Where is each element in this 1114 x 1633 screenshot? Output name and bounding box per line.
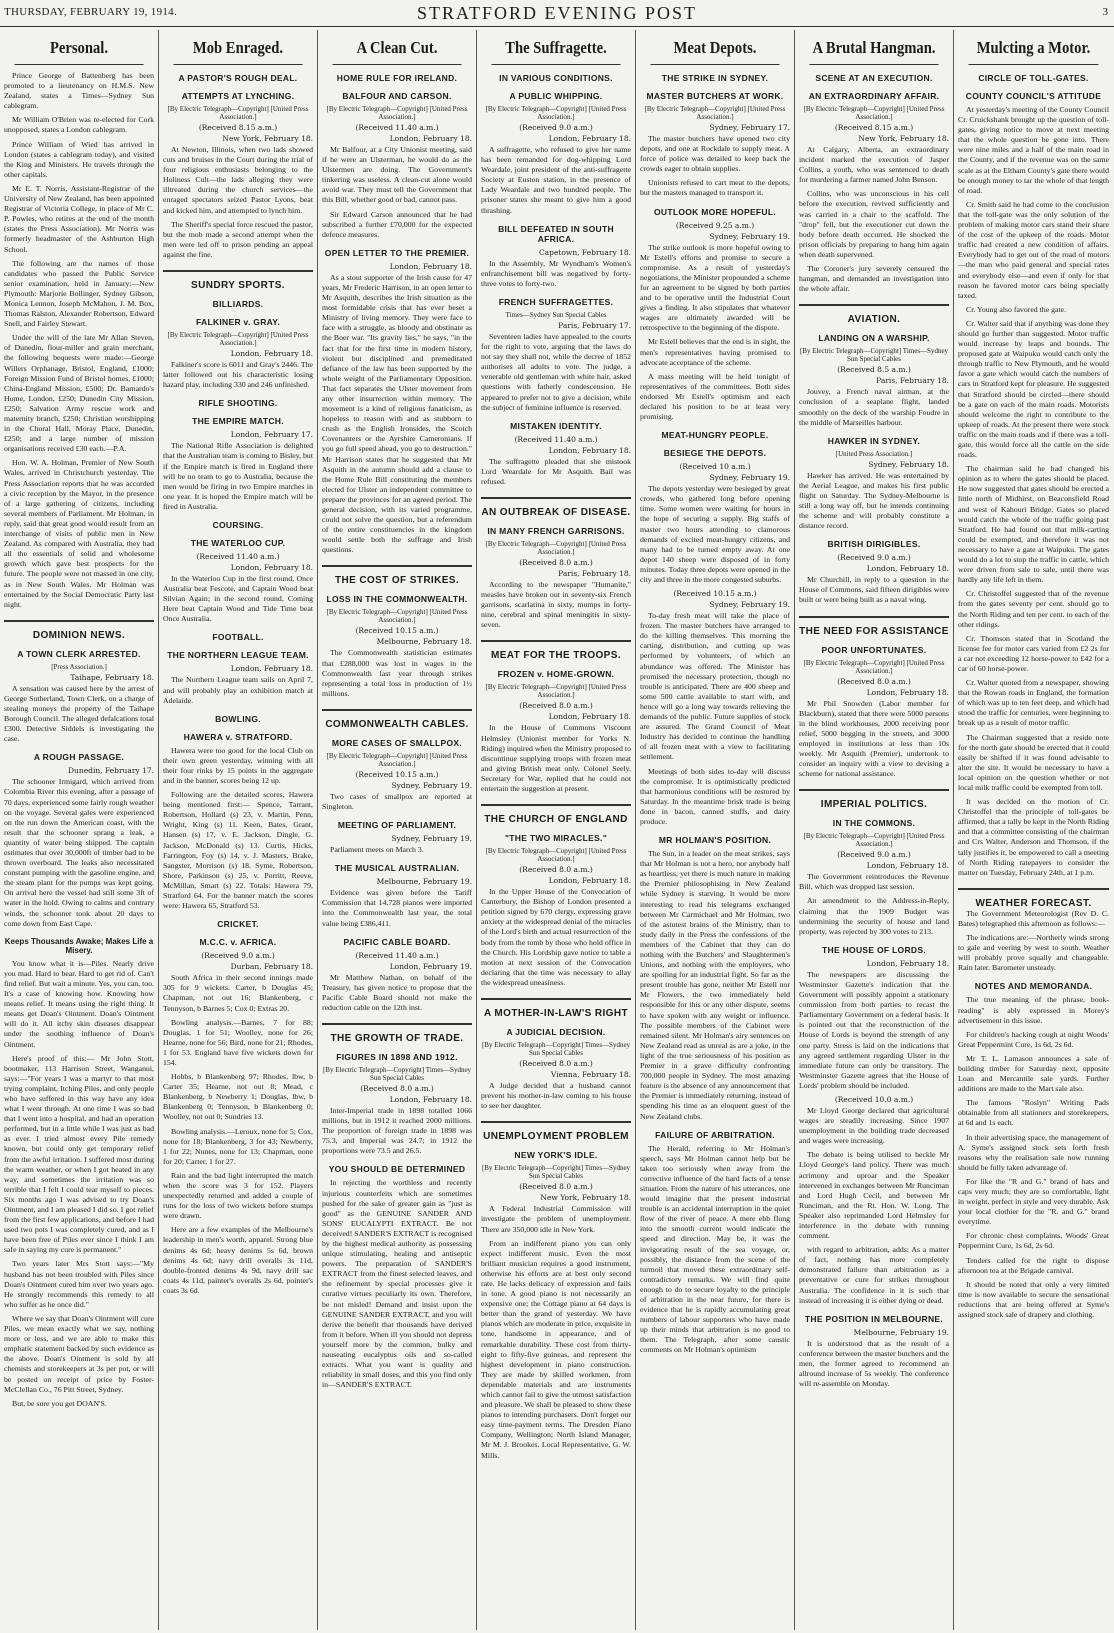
subheading: MISTAKEN IDENTITY. [510, 420, 602, 431]
article-paragraph: The master butchers have opened two city depots, and one at Rockdale to supply meat. A force of police was detailed to keep back the crowds eager to obtain supplies. [640, 134, 790, 174]
article-paragraph: Inter-Imperial trade in 1898 totalled 1066 millions, but in 1912 it reached 2000 millions. The proportion of foreign trade in 1898 was 75.3, and Imperial was 24.7; in 1912 the proportions were 73.5 and 26.5. [322, 1105, 472, 1156]
subheading: POOR UNFORTUNATES. [821, 644, 927, 655]
article-paragraph: The Government reintroduces the Revenue Bill, which was dropped last session. [799, 872, 949, 892]
article-paragraph: In the Assembly, Mr Wyndham's Women's enfranchisement bill was negatived by forty-three votes to forty-two. [481, 258, 631, 288]
article-paragraph: Hawera were too good for the local Club on their own green yesterday, winning with all their four rinks by 15 points in the aggregate and in the banner, scores being 12 up. [163, 745, 313, 785]
article-paragraph: As a stout supporter of the Irish cause for 47 years, Mr Frederic Harrison, in an open letter to Mr Asquith, describes the Irish situation as the most formidable crisis that has ever beset a Ministry of living memory. They were face to face with a struggle, as bloody and obstinate as the Boer war. "Its gravity lies," he says, "in the fact that for the first time in modern history, violent but disciplined and premeditated defiance of the law has been supported by the whole weight of the Parliamentary Opposition. That fact separates the Ulster movement from any other insurrection within memory. The movement is a kind of religious fanaticism, as hopeless to reason with and as stubborn to crush as the English Ironsides, the Scotch Covenanters or the Ayrshire Cameronians. If you go full speed ahead, you go to destruction." Mr Harrison states that he suggested that Mr Asquith in the autumn should add a clause to the Home Rule Bill constituting the members elected for Ulster an independent committee to prepare the provinces for an agreed period. The general decision, with its varied programme, could not solve the question, but a referendum of the entire constituencies in the kingdom would settle both the suffrage and Irish questions. [322, 272, 472, 555]
section-heading: THE CHURCH OF ENGLAND [481, 804, 631, 825]
article-paragraph: Cr. Smith said he had come to the conclusion that the toll-gate was the only solution of the problem of making motor cars stand their share of the cost of the upkeep of the roads. Motor traffic had created a new condition of affairs. Everybody had to get out of the road of motors—the man who paid general and special rates and everybody else—and even if only for that reason he favored motor cars being specially taxed. [958, 199, 1109, 300]
subheading: BRITISH DIRIGIBLES. [827, 539, 921, 550]
column-headline: Mob Enraged. [174, 30, 303, 65]
wire-credit: [By Electric Telegraph—Copyright] [United Press Association.] [803, 658, 945, 675]
wire-credit: [By Electric Telegraph—Copyright] Times—Sydney Sun Special Cables [322, 1065, 472, 1082]
column-3 [318, 30, 477, 1630]
subheading: MASTER BUTCHERS AT WORK. [646, 91, 784, 101]
received-time: (Received 9.0 a.m.) [837, 553, 911, 563]
article-paragraph: Cr. Walter quoted from a newspaper, showing that the Rowan roads in England, the formation of which was up to ten feet deep, and which had stood the traffic for centuries, were beginning to break up as a result of motor traffic. [958, 678, 1109, 728]
dateline: London, February 18. [548, 134, 631, 143]
dateline: Melbourne, February 19. [376, 877, 472, 887]
subheading: THE HOUSE OF LORDS. [822, 944, 926, 955]
subheading: FRENCH SUFFRAGETTES. [498, 296, 614, 307]
subheading: BILL DEFEATED IN SOUTH AFRICA. [498, 223, 614, 244]
subheading: MEAT-HUNGRY PEOPLE. [661, 430, 769, 441]
received-time: (Received 8.0 a.m.) [519, 701, 593, 711]
subheading: FROZEN v. HOME-GROWN. [497, 669, 615, 680]
wire-credit: [By Electric Telegraph—Copyright] [United Press Association.] [485, 683, 627, 700]
article-paragraph: From an indifferent piano you can only expect indifferent music. Even the most brilliant musician requires a good instrument, otherwise his efforts are at best only second rate. He lacks delicacy of expression and fails in tone. A good piano is not necessarily an expensive one; the Cottage piano at 64 days is better than the grand of yesterday. We have pianos which are moderate in price, exquisite in tone, handsome in appearance, and of remarkable durability. These cost from thirty-eight to fifty-five guineas, and represent the highest development in piano construction. They are made by skilled workmen, from dependable materials and are instruments which cannot fail to give the utmost satisfaction and pleasure. We shall be pleased to show these pianos to intending purchasers. Don't forget our easy time-payment terms. The Dresden Piano Company, Wellington; North Island Manager, Mr M. J. Brookes. Local Representative, G. W. Mills. [481, 1238, 631, 1460]
subheading: NEW YORK'S IDLE. [514, 1150, 598, 1161]
article-paragraph: with regard to arbitration, adds: As a matter of fact, nothing has more completely demonstrated failure than arbitration as a preventative or cure for strikes throughout Australia. The confidence in it is such that instead of increasing it is either dying or dead. [799, 1245, 949, 1305]
article-paragraph: In their advertising space, the management of A. Syme's assigned stock sets forth fresh reasons why the realisation sale now running should be fully taken advantage of. [958, 1132, 1109, 1172]
subheading: HOME RULE FOR IRELAND. [336, 73, 458, 83]
article-paragraph: The true meaning of the phrase, book-reading" is ably expressed in Morey's advertisement in this issue. [958, 995, 1109, 1025]
article-paragraph: Cr. Walter said that if anything was done they should go further than suggested. Motor traffic would increase by leaps and bounds. The proposed gate at Waipuku would catch only the through traffic to New Plymouth, and he would favor a gate which would catch the numbers of cars in Stratford kept for pleasure. He suggested that Stratford should be circled—there should be a gate on each of the main roads. Motorists should welcome the right to contribute to the upkeep of roads. At the present there were stock traffic on the main roads and if there was a toll-gate, this would force all the cattle on the side roads. [958, 318, 1109, 460]
subheading: A TOWN CLERK ARRESTED. [17, 648, 141, 659]
dateline: London, February 18. [548, 712, 631, 722]
article-paragraph: The famous "Roslyn" Writing Pads obtainable from all stationers and storekeepers, at 6d and 1s each. [958, 1098, 1109, 1128]
section-heading: A MOTHER-IN-LAW'S RIGHT [481, 998, 631, 1019]
subheading: LANDING ON A WARSHIP. [818, 333, 930, 344]
article-paragraph: For children's hacking cough at night Woods' Great Peppermint Cure, 1s 6d, 2s 6d. [958, 1029, 1109, 1049]
dateline: Durban, February 18. [230, 962, 313, 972]
article-paragraph: The indications are:—Northerly winds strong to gale and veering by west to south. Weather will probably prove squally and changeable. Rain later. Barometer unsteady. [958, 933, 1109, 973]
dateline: Sydney, February 17. [709, 123, 790, 132]
article-paragraph: Here's proof of this:— Mr John Stott, bootmaker, 113 Harrison Street, Wanganui, says:—"For years I was a martyr to that most trying complaint, Itching Piles, and only people who have suffered in this way have any idea what I went through. At one time I was so bad that I went into a hospital, and had an operation performed, but in a little while I was just as bad as ever. I tried almost every Pile remedy known, but could only get temporary relief from the awful irritation. I suffered most during the warm weather, or when I got heated in any way, and sometimes the irritation was so terrible that I felt I could tear myself to pieces. Six months ago I was advised to try Doan's Ointment, and I am pleased I did so. I got relief from the first few applications, and before I had used two pots I was completely cured, and as I have been free of Piles ever since I think I am safe in saying my cure is permanent." [4, 1053, 154, 1255]
dateline: Paris, February 18. [558, 568, 631, 578]
dateline: London, February 18. [230, 664, 313, 674]
dateline: London, February 18. [866, 564, 949, 574]
dateline: Sydney, February 19. [709, 473, 790, 483]
dateline: Sydney, February 19. [391, 834, 472, 844]
dateline: London, February 18. [866, 958, 949, 968]
subheading: FALKINER v. GRAY. [196, 317, 280, 328]
subheading: MR HOLMAN'S POSITION. [658, 835, 772, 846]
article-paragraph: Prince William of Wied has arrived in London (states a cablegram today), and visited the King and Ministers. He travels through the other capitals. [4, 139, 154, 179]
article-paragraph: An amendment to the Address-in-Reply, claiming that the 1909 Budget was undermining the security of house and land property, was rejected by 300 votes to 213. [799, 896, 949, 936]
subheading: NOTES AND MEMORANDA. [974, 981, 1093, 992]
received-time: (Received 8.0 a.m.) [519, 1182, 593, 1192]
article-paragraph: The Coroner's jury severely censured the hangman, and demanded an investigation into the whole affair. [799, 264, 949, 294]
dateline: London, February 18. [389, 261, 472, 271]
article-paragraph: The chairman said he had changed his opinion as to where the gates should be placed. He now suggested that gates should be erected a little north of Midhirst, on Beaconsfield Road and west of Kahouri Bridge. Gates so placed would catch the whole of the traffic going past Stratford. He had found out that milk-carting could be exempted, and therefore it was not necessary to have a gate at Waipuku. The gates would do a lot to stop the traffic in cattle, which were driven from sale to sale, until there was hardly any life left in them. [958, 464, 1109, 585]
article-paragraph: Rain and the bad light interrupted the match when the score was 3 for 152. Players unexpectedly returned and added a couple of runs for the loss of two wickets before stumps were drawn. [163, 1170, 313, 1221]
dateline: Melbourne, February 19. [853, 1327, 949, 1337]
column-1 [0, 30, 159, 1630]
subheading: LOSS IN THE COMMONWEALTH. [326, 594, 468, 605]
article-paragraph: Mr Lloyd George declared that agricultural wages are steadily increasing. Since 1907 unemployment in the building trade decreased and wages were increasing. [799, 1105, 949, 1146]
subheading: CRICKET. [217, 919, 259, 930]
received-time: (Received 8.0 a.m.) [519, 1059, 593, 1069]
article-paragraph: It should be noted that only a very limited time is now available to secure the sensational reductions that are being offered at Syme's assigned stock sale of drapery and clothing. [958, 1279, 1109, 1320]
wire-credit: [By Electric Telegraph—Copyright] [United Press Association.] [485, 105, 627, 121]
wire-credit: [By Electric Telegraph—Copyright] [United Press Association.] [803, 832, 945, 849]
column-6 [795, 30, 954, 1630]
article-paragraph: To-day fresh meat will take the place of frozen. The master butchers have arranged to do the killing themselves. This morning the carting, distribution, and cutting up was performed by volunteers, of which an abundance was offered. The Minister has promised the necessary protection, though no trouble is anticipated. There are 400 sheep and some 500 cattle available to start with, and hence will go a long way towards relieving the demands of the public. Future supplies of stock are assured. The Grand Council of Meat Industry has decided to continue the handling of all frozen meat with a view to facilitating settlement. [640, 611, 790, 762]
subheading: OPEN LETTER TO THE PREMIER. [324, 247, 470, 258]
section-heading: COMMONWEALTH CABLES. [322, 709, 472, 730]
section-heading: MEAT FOR THE TROOPS. [481, 640, 631, 661]
received-time: (Received 9.0 a.m.) [837, 850, 911, 860]
wire-credit: [By Electric Telegraph—Copyright] Times—Sydney Sun Special Cables [481, 1164, 631, 1181]
article-paragraph: At Calgary, Alberta, an extraordinary incident marked the execution of Jasper Collins, a youth, who was sentenced to death for murdering a farmer named John Benson. [799, 145, 949, 185]
column-headline: A Brutal Hangman. [810, 30, 939, 65]
received-time: (Received 9.25 a.m.) [675, 220, 755, 230]
column-5 [636, 30, 795, 1630]
received-time: (Received 10.0 a.m.) [834, 1094, 914, 1104]
column-headline: A Clean Cut. [333, 30, 462, 65]
article-paragraph: Bowling analysis.—Barnes, 7 for 88; Douglas, 1 for 51; Woolley, none for 26; Hearne, none for 56; Bird, none for 21; Rhodes, 1 for 53. England have five wickets down for 154. [163, 1017, 313, 1067]
article-paragraph: The Government Meteorologist (Rev D. C. Bates) telegraphed this afternoon as follows:— [958, 908, 1109, 928]
issue-date: THURSDAY, FEBRUARY 19, 1914. [4, 6, 178, 18]
article-paragraph: The suffragette pleaded that she mistook Lord Weardale for Mr Asquith. Bail was refused. [481, 456, 631, 486]
section-heading: AN OUTBREAK OF DISEASE. [481, 497, 631, 518]
section-heading: AVIATION. [799, 304, 949, 325]
article-paragraph: The newspapers are discussing the Westminster Gazette's indication that the Government will possibly appoint a stationary commission from both parties to recast the Parliamentary Government on a federal basis. It is pointed out that the reconstruction of the House of Lords is beyond the strength of any one party. Stress is laid on the indications that any agreed settlement regarding Ulster in the immediate future can only be transitory. The Westminster Gazette agrees that the House of Lords' problem should be included. [799, 969, 949, 1090]
wire-credit: [By Electric Telegraph—Copyright] [United Press Association.] [326, 608, 468, 625]
article-paragraph: Where we say that Doan's Ointment will cure Piles, we mean exactly what we say, nothing more or less, and we are able to make this emphatic statement backed by such evidence as the above. Doan's Ointment is sold by all chemists and storekeepers at 3s per pot, or will be posted on receipt of price by Foster-McClellan Co., 76 Pitt Street, Sydney. [4, 1313, 154, 1394]
subheading: RIFLE SHOOTING. [198, 398, 278, 409]
dateline: London, February 18. [230, 349, 313, 359]
article-paragraph: Cr. Christoffel suggested that of the revenue from the gates seventy per cent. should go to the North Riding and ten per cent. to each of the other ridings. [958, 589, 1109, 629]
article-paragraph: Seventeen ladies have appealed to the courts for the right to vote, arguing that the laws do not say they shall not, while the decree of 1852 authorises all adults to vote. The judge, a venerable old gentleman with white hair, asked questions with fatherly condescension. He appeared to prefer not to give a decision, while the subject of feminine influence is reserved. [481, 331, 631, 412]
article-paragraph: Mr William O'Brien was re-elected for Cork unopposed, states a London cablegram. [4, 115, 154, 135]
dateline: Sydney, February 19. [709, 231, 790, 241]
article-paragraph: Under the will of the late Mr Allan Steven, of Dunedin, flour-miller and grain merchant, the following bequests were made:—George Willers Orphanage, Bristol, England, £1000; Foreign Mission Fund of Bristol homes, £1000; China-England Mission, £500; Dr. Barnardo's Home, London, £250; Dunedin City Mission, £250; Salvation Army rescue work and maternity branch, £250; Christian worshipping in the Choral Hall, Moray Place, Dunedin, £250; and a large number of mission organisations received £30 each.—P.A. [4, 333, 154, 454]
article-paragraph: In the Waterloo Cup in the first round, Once Australia beat Fescote, and Captain Wood beat Silvian Again; in the second round, Coming Here beat Captain Wood and Tide Time beat Once Australia. [163, 573, 313, 624]
article-paragraph: Hobbs, b Blankenberg 97; Rhodes, lbw, b Carter 35; Hearne, not out 8; Mead, c Blankenberg, b Newberry 1; Douglas, lbw, b Blankenberg 0; Tennyson, b Blankenberg 0; Woolley, not out 0; Sundries 13. [163, 1072, 313, 1122]
dateline: New York, February 18. [540, 1193, 631, 1203]
article-paragraph: The following are the names of those candidates who passed the Public Service senior examination, held in January:—New Plymouth: Marjorie Bollinger, Sydney Gibson, Monica Lennon, Joseph McMahon, J. M. Box, Thomas Ralston, Alexander Robertson, Edward Snell, and Fairley Stewart. [4, 258, 154, 329]
subheading: COURSING. [212, 519, 264, 530]
subheading: MEETING OF PARLIAMENT. [337, 820, 457, 831]
article-paragraph: For chronic chest complaints, Woods' Great Peppermint Cure, 1s 6d, 2s 6d. [958, 1231, 1109, 1251]
article-paragraph: Mr T. L. Lamason announces a sale of building timber for Saturday next, opposite Loan and Mercantile sale yards. Further additions are made to the Mart sale also. [958, 1053, 1109, 1094]
received-time: (Received 11.40 a.m.) [196, 551, 280, 561]
article-paragraph: The strike outlook is more hopeful owing to Mr Estell's efforts and promise to secure a compromise. As a result of yesterday's negotiations, the Minister propounded a scheme for an agreement to be signed by both parties and to be operative until the Industrial Court gives a finding. It also stipulates that whatever wages are ultimately awarded will be retrospective to the beginning of the dispute. [640, 242, 790, 333]
dateline: London, February 18. [548, 876, 631, 886]
wire-credit: [By Electric Telegraph—Copyright] [United Press Association.] [485, 539, 627, 556]
article-paragraph: Mr Matthew Nathan, on behalf of the Treasury, has given notice to propose that the Pacific Cable Board should not make the reduction cable on the 12th inst. [322, 972, 472, 1012]
subheading: BALFOUR AND CARSON. [342, 91, 452, 101]
subheading: A JUDICIAL DECISION. [506, 1027, 606, 1038]
column-headline: Personal. [15, 30, 144, 65]
article-paragraph: It is understood that as the result of a conference between the master butchers and the men, the former agreed to recommend an allround increase of 5s weekly. The conference will re-assemble on Monday. [799, 1338, 949, 1389]
received-time: (Received 11.40 a.m.) [514, 434, 598, 444]
column-2 [159, 30, 318, 1630]
article-paragraph: A mass meeting will be held tonight of representatives of the committees. Both sides endorsed Mr Estell's optimism and each declared his position to be at least very promising. [640, 371, 790, 422]
article-paragraph: It was decided on the motion of Cr. Christoffel that the principle of toll-gates be affirmed, that a tally be kept in the North Riding and that a committee consisting of the chairman and Crs Walter, Anderson and Thomson, if the tally justifies it, be empowered to call a meeting of North Riding ratepayers to consider the matter on Tuesday, February 24th, at 1 p.m. [958, 797, 1109, 877]
article-paragraph: Falkiner's score is 6011 and Gray's 2446. The latter followed out his characteristic losing hazard play, including 330 and 246 unfinished. [163, 360, 313, 390]
subheading: THE POSITION IN MELBOURNE. [804, 1313, 944, 1324]
column-headline: The Suffragette. [492, 30, 621, 65]
article-paragraph: A suffragette, who refused to give her name has been remanded for dog-whipping Lord Weardale, joint president of the anti-suffragette Society at Euston station, in the presence of Lady Weardale and two hundred people. The prisoner states she meant to give him a good thrashing. [481, 145, 631, 215]
article-paragraph: The Chairman suggested that a reside note for the north gate should be erected that it could easily be shifted if it was found advisable to alter the site. It would be necessary to have a local opinion on the question whether or not local milk traffic could be exempted from toll. [958, 732, 1109, 792]
wire-credit: [By Electric Telegraph—Copyright] Times—Sydney Sun Special Cables [481, 1041, 631, 1058]
subheading: AN EXTRAORDINARY AFFAIR. [808, 91, 940, 101]
article-paragraph: Meetings of both sides to-day will discuss the compromise. It is optimistically predicted that harmonious conditions will be restored by Saturday. In the meantime brisk trade is being done in bacon, canned stuffs, and dairy produce. [640, 766, 790, 826]
wire-credit: Times—Sydney Sun Special Cables [505, 310, 607, 319]
section-heading: IMPERIAL POLITICS. [799, 789, 949, 810]
subheading: ATTEMPTS AT LYNCHING. [181, 91, 295, 101]
dateline: Melbourne, February 18. [376, 637, 472, 647]
article-paragraph: At yesterday's meeting of the County Council Cr. Cruickshank brought up the question of toll-gates, giving notice to move at next meeting that the whole question be gone into. There were nine miles and a half of the main road in the County, and if the revenue was on the same scale as at the Eltham County's gate there would be enough money to tar the whole of that length of road. [958, 105, 1109, 195]
article-paragraph: Hon. W. A. Holman, Premier of New South Wales, arrived in Christchurch yesterday. The Press Association reports that he was accorded a civic reception by the Mayor, in the presence of a large gathering of citizens, including several members of Parliament. Mr Holman, in reply, said that great good would result from an interchange of visits of public men in New Zealand. As compared with Australia, they had all the essentials of solid and wholesome growth which gave best prospects for the future. The people were not massed in one city, as in New South Wales. Mr Holman was entertained by the Social Democratic Party last night. [4, 458, 154, 609]
article-paragraph: For like the "R and G." brand of hats and caps very much; they are so comfortable, light in weight, perfect in style and very durable. Ask your local clothier for the "R. and G." brand everytime. [958, 1176, 1109, 1227]
dateline: Paris, February 18. [876, 376, 949, 386]
dateline: London, February 18. [389, 134, 472, 143]
article-paragraph: At Newton, Illinois, when two lads showed cuts and bruises in the Court during the trial of four religious enthusiasts belonging to the Holiness Cult—the lads alleging they were illtreated during the church services—the enraged spectators seized Pastor Lyons, beat and kicked him, and attempted to lynch him. [163, 145, 313, 215]
wire-credit: [By Electric Telegraph—Copyright] [United Press Association.] [326, 751, 468, 768]
article-paragraph: Mr Balfour, at a City Unionist meeting, said if he were an Ulsterman, he would do as the Ulstermen are doing. The Government's tinkering was useless. A clean-cut alone would avoid war. They must tell the Government that this Bill, whether good or bad, cannot pass. [322, 145, 472, 205]
article-paragraph: In rejecting the worthless and recently injurious counterfeits which are sometimes pushed for the sake of greater gain as "just as good" as the GENUINE SANDER AND SONS' EUCALYPTI EXTRACT. Be not deceived! SANDER'S EXTRACT is recognised by the highest medical authority as possessing unique stimulating, healing and antiseptic powers. The preparation of SANDER'S EXTRACT from the finest selected leaves, and the refinement by special processes give it curative virtues peculiarly its own. Therefore, be not misled! Demand and insist upon the GENUINE SANDER EXTRACT, and you will derive the benefit that thousands have derived from it before. When ill you should not depress yourself more by the common, bulky and nauseating eucalyptus oils and so-called extracts. What you want is quality and reliability in small doses, and this you find only in—SANDER'S EXTRACT. [322, 1178, 472, 1390]
received-time: (Received 8.0 a.m.) [360, 1083, 434, 1093]
article-paragraph: Evidence was given before the Tariff Commission that 14,728 pianos were imported into the Commonwealth last year, the total value being £386,411. [322, 888, 472, 928]
article-paragraph: The Commonwealth statistician estimates that £288,000 was lost in wages in the Commonwealth last year through strikes representing a total loss in production of 1½ millions. [322, 648, 472, 698]
dateline: Sydney, February 19. [709, 600, 790, 610]
dateline: London, February 18. [866, 861, 949, 871]
dateline: Dunedin, February 17. [68, 766, 154, 776]
article-paragraph: The Northern League team sails on April 7, and will probably play an exhibition match at Adelaide. [163, 675, 313, 705]
article-paragraph: Prince George of Battenberg has been promoted to a lieutenancy on H.M.S. New Zealand, states a Times—Sydney Sun cablegram. [4, 71, 154, 111]
dateline: Paris, February 17. [558, 320, 631, 330]
received-time: (Received 8.5 a.m.) [837, 365, 911, 375]
advertisement-heading: Keeps Thousands Awake; Makes Life a Misery. [4, 936, 154, 955]
subheading: BOWLING. [215, 713, 261, 724]
dateline: Capetown, February 18. [538, 247, 631, 257]
subheading: A ROUGH PASSAGE. [33, 752, 125, 763]
article-paragraph: Two cases of smallpox are reported at Singleton. [322, 791, 472, 812]
subheading: THE NORTHERN LEAGUE TEAM. [167, 650, 309, 661]
newspaper-title: STRATFORD EVENING POST [416, 3, 698, 23]
received-time: (Received 8.0 a.m.) [519, 865, 593, 875]
article-paragraph: Collins, who was unconscious in his cell before the execution, revived sufficiently and was carried in a chair to the scaffold. The "drop" fell, but the executioner cut down the body before death occurred. He shocked the prison officials by preparing to hang him again when death supervened. [799, 189, 949, 259]
section-heading: DOMINION NEWS. [4, 620, 154, 641]
received-time: (Received 8.15 a.m.) [198, 123, 278, 132]
subheading: YOU SHOULD BE DETERMINED [328, 1164, 466, 1175]
article-paragraph: The schooner Irmigard, which arrived from Colombia River this evening, after a passage of 70 days, experienced some fairly rough weather on the voyage. Several gales were experienced on the run down the American coast, with the result that the schooner sprang a leak, a quantity of water being shipped. The captain estimates that over 30,000ft of timber had to be thrown overboard. The leaks also necessitated constant pumping with the gasoline engine, and the steam plant for the pumps was kept going. On arrival here the vessel had still some 3ft of water in the hold. Owing to calms and contrary winds, the schooner took about 20 days to come down from East Cape. [4, 777, 154, 928]
subheading: OUTLOOK MORE HOPEFUL. [654, 206, 776, 217]
dateline: London, February 18. [389, 1094, 472, 1104]
subheading: A PASTOR'S ROUGH DEAL. [178, 73, 298, 83]
received-time: (Received 11.40 a.m.) [355, 950, 439, 960]
received-time: (Received 10.15 a.m.) [355, 626, 439, 636]
article-paragraph: Two years later Mrs Stott says:—"My husband has not been troubled with Piles since Doan's Ointment cured him over two years ago. He strongly recommends this remedy to all who suffer as he once did." [4, 1259, 154, 1309]
article-paragraph: But, be sure you get DOAN'S. [12, 1398, 107, 1408]
dateline: Taihape, February 18. [70, 672, 154, 682]
wire-credit: [By Electric Telegraph—Copyright] [United Press Association.] [167, 331, 309, 348]
section-heading: SUNDRY SPORTS. [163, 270, 313, 291]
dateline: New York, February 18. [858, 134, 949, 143]
subheading: THE EMPIRE MATCH. [192, 416, 284, 427]
dateline: London, February 18. [548, 445, 631, 455]
subheading: BESIEGE THE DEPOTS. [663, 448, 767, 459]
subheading: COUNTY COUNCIL'S ATTITUDE [965, 91, 1102, 101]
article-paragraph: A sensation was caused here by the arrest of George Sutherland, Town Clerk, on a charge of stealing moneys the property of the Taihape Borough Council. The alleged defalcations total £300. Detective Siddels is investigating the case. [4, 683, 154, 744]
article-paragraph: Mr E. T. Norris, Assistant-Registrar of the University of New Zealand, has been appointed Registrar of Victoria College, in place of Mr C. P. Powles, who retires at the end of the month (states the Press Association). Mr Norris was formerly headmaster of the Ashburton High School. [4, 183, 154, 254]
section-heading: THE GROWTH OF TRADE. [322, 1023, 472, 1044]
article-paragraph: A Federal Industrial Commission will investigate the problem of unemployment. There are 350,000 idle in New York. [481, 1204, 631, 1234]
article-paragraph: Hawker has arrived. He was entertained by the Aerial League, and makes his first public flight on Saturday. The Sydney-Melbourne is still a long way off, but he intends continuing the scheme and will probably constitute a distance record. [799, 470, 949, 531]
column-4 [477, 30, 636, 1630]
article-paragraph: Sir Edward Carson announced that he had subscribed a further £70,000 for the expected defence measures. [322, 209, 472, 239]
section-heading: THE NEED FOR ASSISTANCE [799, 616, 949, 637]
article-paragraph: The Herald, referring to Mr Holman's speech, says Mr Holman cannot help but be taken too seriously when away from the corrective influence of the hard facts of a tense situation. From the nature of his utterances, one would imagine that the present industrial trouble is an accidental interruption in the quiet flow of the river of peace. A mere ebb flung into the smooth current would indicate the speed and direction. May be, it was the invigorating result of the sea voyage, or, possibly, the distance from the scene of the turmoil that moved these extraordinary self-contradictory remarks. We will find quite enough to do to secure loyalty to the principle of arbitration in the near future, for there is evidence that he is rapidly accumulating great numbers of labour supporters who have made up their minds that arbitration is no good to them. The Telegraph, after some caustic comments on Mr Holman's optimism [640, 1143, 790, 1355]
article-paragraph: Parliament meets on March 3. [330, 845, 424, 855]
article-paragraph: Tenders called for the right to dispose afternoon tea at the Brigade carnival. [958, 1255, 1109, 1275]
received-time: (Received 8.0 a.m.) [837, 676, 911, 686]
article-paragraph: The debate is being utilised to heckle Mr Lloyd George's land policy. There was much acrimony and uproar and the Speaker intervened in exchanges between Mr Runciman and Lord Hugh Cecil, and between Mr Runciman, and the Rt. Hon. W. Long. The Speaker also reprimanded Lord Helmsley for interference in the debate with running comment. [799, 1150, 949, 1241]
dateline: New York, February 18. [222, 134, 313, 143]
article-paragraph: Mr Phil Snowden (Labor member for Blackburn), stated that there were 5000 persons in the blind workhouses, 2000 receiving poor relief, 5000 begging in the streets, and 3000 employed in institutions at less than 10s weekly. Mr Asquith (Premier), undertook to consider an inquiry with a view to devising a scheme for national assistance. [799, 698, 949, 779]
wire-credit: [By Electric Telegraph—Copyright] [United Press Association.] [167, 105, 309, 121]
wire-credit: [By Electric Telegraph—Copyright] Times—Sydney Sun Special Cables [799, 347, 949, 364]
section-heading: UNEMPLOYMENT PROBLEM [481, 1121, 631, 1142]
article-paragraph: Cr. Young also favored the gate. [966, 304, 1067, 314]
wire-credit: [By Electric Telegraph—Copyright] [United Press Association.] [326, 105, 468, 121]
column-7 [954, 30, 1113, 1630]
received-time: (Received 8.15 a.m.) [834, 123, 914, 132]
subheading: THE STRIKE IN SYDNEY. [661, 73, 769, 83]
article-paragraph: The National Rifle Association is delighted that the Australian team is coming to Bisley, but if the Empire match is fired in England there will be no team to go to Australia, because the men would be firing in two Empire matches in one year. It is hoped the Empire match will be fired in Australia. [163, 441, 313, 511]
article-paragraph: Bowling analysis.—Leroux, none for 5; Cox, none for 18; Blankenberg, 3 for 43; Newberry, 1 for 22; Nunes, none for 13; Chapman, none for 20; Carter, 1 for 27. [163, 1126, 313, 1166]
column-headline: Mulcting a Motor. [969, 30, 1099, 65]
subheading: HAWERA v. STRATFORD. [183, 731, 293, 742]
article-paragraph: In the Upper House of the Convocation of Canterbury, the Bishop of London presented a petition signed by 670 clergy, expressing grave anxiety at the widespread denial of the miracles of the Lord's birth and actual resurrection of the body from the tomb by those who hold office in the Church. His Lordship gave notice to table a motion at next session of the Convocation declaring that the time was necessary to allay the widespread uneasiness. [481, 887, 631, 987]
received-time: (Received 10.15 a.m.) [673, 589, 757, 599]
received-time: (Received 9.0 a.m.) [201, 951, 275, 961]
wire-credit: [United Press Association.] [835, 449, 913, 458]
columns [0, 30, 1114, 1630]
column-headline: Meat Depots. [651, 30, 780, 65]
dateline: London, February 18. [230, 562, 313, 572]
section-heading: THE COST OF STRIKES. [322, 565, 472, 586]
subheading: A PUBLIC WHIPPING. [509, 91, 603, 101]
wire-credit: [By Electric Telegraph—Copyright] [United Press Association.] [803, 105, 945, 121]
dateline: Sydney, February 18. [868, 459, 949, 469]
masthead [0, 0, 1114, 27]
subheading: "THE TWO MIRACLES." [504, 833, 608, 844]
subheading: THE MUSICAL AUSTRALIAN. [334, 863, 460, 874]
dateline: London, February 19. [389, 961, 472, 971]
wire-credit: [By Electric Telegraph—Copyright] [United Press Association.] [485, 847, 627, 864]
article-paragraph: According to the newspaper "Humanite," measles have broken out in seventy-six French garrisons, scarlatina in sixty, mumps in forty-nine, cerebral and spinal meningitis in sixty-seven. [481, 579, 631, 630]
subheading: MORE CASES OF SMALLPOX. [331, 737, 463, 748]
subheading: FAILURE OF ARBITRATION. [655, 1129, 775, 1140]
subheading: IN THE COMMONS. [832, 818, 916, 829]
subheading: M.C.C. v. AFRICA. [199, 937, 277, 948]
article-paragraph: The Sheriff's special force rescued the pastor, but the mob made a second attempt when the men were led off to prison pending an appeal against the fine. [163, 219, 313, 259]
article-paragraph: In the House of Commons Viscount Helmsley (Unionist member for Yorks N. Riding) inquired when the Ministry proposed to discontinue supplying troops with frozen meat and giving British meat only. Colonel Seely, Secretary for War, replied that he could not entertain the suggestion at present. [481, 723, 631, 793]
wire-credit: [By Electric Telegraph—Copyright] [United Press Association.] [644, 105, 786, 121]
received-time: (Received 11.40 a.m.) [355, 123, 439, 132]
subheading: FIGURES IN 1898 AND 1912. [336, 1051, 458, 1062]
subheading: THE WATERLOO CUP. [190, 537, 286, 548]
article-paragraph: You know what it is—Piles. Nearly drive you mad. Hard to bear. Hard to get rid of. Can't find relief. But wait a minute. Yes, you can, too. It's a case of knowing how. Knowing how means relief. It means using the right thing. It means get Doan's Ointment. Doan's Ointment will do it. All itchy skin diseases disappear under the soothing influence of Doan's Ointment. [4, 958, 154, 1049]
dateline: London, February 17. [230, 430, 313, 440]
wire-credit: [Press Association.] [51, 662, 107, 671]
article-paragraph: South Africa in their second innings made 305 for 9 wickets. Carter, b Douglas 45; Chapman, not out 16; Blankenberg, c Tennyson, b Barnes 5; Cox 0; Extras 20. [163, 973, 313, 1013]
article-paragraph: Cr. Thomson stated that in Scotland the license fee for motor cars varied from £2 2s for a car not exceeding 12 horse-power to £42 for a car of 60 horse-power. [958, 633, 1109, 673]
subheading: SCENE AT AN EXECUTION. [815, 73, 933, 83]
article-paragraph: Here are a few examples of the Melbourne's leadership in men's worth, apparel. Strong blue denims 4s 6d; heavy denims 5s 6d, brown denims 4s 6d; navy drill overalls 3s 11d, double-fronted denims 4s 9d, navy drill sac coats 4s 11d, painter's overalls 2s 6d, pointer's coats 3s 6d. [163, 1225, 313, 1295]
subheading: FOOTBALL. [212, 632, 264, 643]
article-paragraph: Following are the detailed scores, Hawera being mentioned first:— Spence, Tarrant, Robertson, Hollard (s) 23, v. Martin, Penn, Wright, King (s) 11. Keen, Bates, Grant, Hansen (s) 17, v. E. Jackson, Dingle, G. Jackson, McDonald (s) 13. Curtis, Hicks, Farrington, Foy (s) 14, v. J. Masters, Brake, Sangster, Morrison (s) 18. Syme, Robertson, Shore, Parkinson (s) 25, v. Porritt, Reeve, McMillan, Smart (s) 22. Totals: Hawera 79, Stratford 64. For the banner match the scores were: Hawera 65, Stratford 53. [163, 790, 313, 911]
subheading: IN VARIOUS CONDITIONS. [499, 73, 613, 83]
received-time: (Received 9.0 a.m.) [519, 123, 593, 132]
dateline: Vienna, February 18. [550, 1070, 631, 1080]
received-time: (Received 10.15 a.m.) [355, 769, 439, 779]
article-paragraph: Mr Churchill, in reply to a question in the House of Commons, said fifteen dirigibles were built or were being built as a naval wing. [799, 575, 949, 605]
article-paragraph: A Judge decided that a husband cannot prevent his mother-in-law coming to his house to see her daughter. [481, 1081, 631, 1111]
subheading: BILLIARDS. [212, 299, 264, 310]
article-paragraph: The depots yesterday were besieged by great crowds, who gathered long before opening time. Some women were waiting for hours in the hope of securing a supply. Big staffs of master two hours attending to clamorous demands of excited meat-hungry citizens, and many had to be turned empty away. At one depot 140 sheep were disposed of in forty minutes. Today three depots were opened in the city and three in the more congested suburbs. [640, 484, 790, 584]
dateline: Sydney, February 19. [391, 780, 472, 790]
section-heading: WEATHER FORECAST. [958, 888, 1109, 909]
subheading: IN MANY FRENCH GARRISONS. [487, 525, 625, 536]
dateline: London, February 18. [866, 687, 949, 697]
page-number: 3 [1102, 6, 1108, 18]
subheading: CIRCLE OF TOLL-GATES. [978, 73, 1089, 83]
subheading: HAWKER IN SYDNEY. [827, 435, 921, 446]
received-time: (Received 10 a.m.) [679, 462, 751, 472]
article-paragraph: The Sun, in a leader on the meat strikes, says that Mr Holman is not a hero, nor anybody half as heartless, yet there is much nature in making the Premier philosophising in New Zealand while Sydney is starving. It would be more interesting to read his telegrams exchanged between Mr Carmichael and Mr Holman, two of the astutest brains of the Ministry, than to study daily in the Press the confessions of the members of the Cabinet that they can do nothing with the Butchers' and Slaughtermen's Unions, and nothing with the employers, who are spoiling for an industrial fight. So far as the present trouble has gone, neither Mr Estell nor Mr Flowers, the two immediately held responsible for this or any other dispute, seems to have spoken with any weight or influence. The possible members of the Cabinet were remained silent. Mr Holman's airy sentences on New Zealand read as unreal as are a joke, in the light of the true seriousness of his position as Premier in a grave difficulty confronting 700,000 people in Sydney. The most amazing feature is the absence of any announcement that the Premier is immediately returning, instead of spending his time as an eloquent guest of the New Zealand clubs. [640, 849, 790, 1121]
article-paragraph: Mr Estell believes that the end is in sight, the men's representatives having promised to advocate acceptance of the scheme. [640, 337, 790, 367]
article-paragraph: Jouvey, a French naval airman, at the conclusion of a seaplane flight, landed smoothly on the deck of the warship Foudre in the middle of Marseilles harbour. [799, 387, 949, 427]
article-paragraph: Unionists refused to cart meat to the depots, but the masters managed to transport it. [640, 178, 790, 198]
subheading: PACIFIC CABLE BOARD. [343, 936, 451, 947]
received-time: (Received 8.0 a.m.) [519, 557, 593, 567]
